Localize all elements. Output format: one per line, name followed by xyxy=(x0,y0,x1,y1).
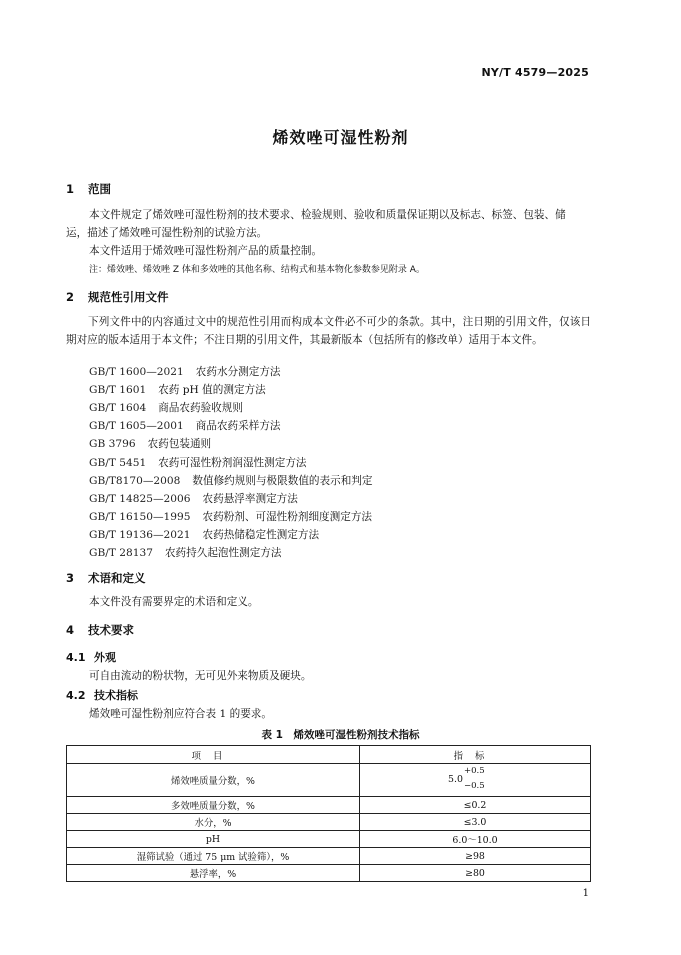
table-cell-item: 多效唑质量分数，% xyxy=(67,797,360,814)
section-4-1-heading xyxy=(66,649,116,665)
table-row xyxy=(67,865,591,882)
reference-item xyxy=(89,545,281,560)
reference-title: 农药包装通则 xyxy=(147,438,212,451)
scope-paragraph-2: 本文件适用于烯效唑可湿性粉剂产品的质量控制。 xyxy=(89,245,323,257)
table-row xyxy=(67,764,591,797)
table-cell-item: 悬浮率，% xyxy=(67,865,360,882)
reference-code: GB/T 1605—2001 xyxy=(89,420,184,433)
table-cell-spec: ≤0.2 xyxy=(360,797,591,814)
section-number: 1 xyxy=(66,182,75,196)
reference-item xyxy=(89,491,298,506)
tolerance-minus: −0.5 xyxy=(464,781,485,791)
reference-code: GB 3796 xyxy=(89,438,136,451)
reference-item xyxy=(89,364,281,379)
tolerance-plus: +0.5 xyxy=(464,766,485,776)
scope-paragraph-line-1: 本文件规定了烯效唑可湿性粉剂的技术要求、检验规则、验收和质量保证期以及标志、标签、包装、储 xyxy=(89,209,566,221)
scope-note: 注：烯效唑、烯效唑 Z 体和多效唑的其他名称、结构式和基本物化参数参见附录 A。 xyxy=(89,265,425,275)
table-row xyxy=(67,831,591,848)
column-header-item: 项目 xyxy=(67,746,360,764)
reference-title: 农药悬浮率测定方法 xyxy=(202,492,298,505)
section-number: 2 xyxy=(66,290,75,304)
reference-item xyxy=(89,527,319,542)
terms-paragraph: 本文件没有需要界定的术语和定义。 xyxy=(89,596,259,608)
reference-item xyxy=(89,382,266,397)
reference-item xyxy=(89,509,372,524)
reference-title: 农药可湿性粉剂润湿性测定方法 xyxy=(158,456,307,469)
reference-title: 农药粉剂、可湿性粉剂细度测定方法 xyxy=(202,510,373,523)
section-title: 术语和定义 xyxy=(88,571,146,585)
section-number: 3 xyxy=(66,571,75,585)
section-2-heading xyxy=(66,289,169,305)
table-cell-spec: 6.0～10.0 xyxy=(360,831,591,848)
reference-code: GB/T 28137 xyxy=(89,547,153,559)
reference-item xyxy=(89,473,373,488)
document-title: 烯效唑可湿性粉剂 xyxy=(272,128,409,147)
reference-item xyxy=(89,418,281,433)
section-title: 技术要求 xyxy=(88,623,134,637)
table-row xyxy=(67,814,591,831)
appearance-paragraph: 可自由流动的粉状物，无可见外来物质及硬块。 xyxy=(89,670,312,682)
reference-item xyxy=(89,400,243,415)
reference-code: GB/T 5451 xyxy=(89,456,147,469)
reference-title: 商品农药采样方法 xyxy=(195,420,281,433)
table-cell-spec xyxy=(360,764,591,797)
reference-code: GB/T 16150—1995 xyxy=(89,510,191,523)
reference-item xyxy=(89,455,307,470)
reference-title: 商品农药验收规则 xyxy=(158,402,243,415)
reference-code: GB/T 14825—2006 xyxy=(89,492,191,505)
reference-code: GB/T 19136—2021 xyxy=(89,528,191,541)
section-title: 技术指标 xyxy=(94,689,138,702)
table-caption: 表 1 烯效唑可湿性粉剂技术指标 xyxy=(261,729,420,741)
tolerance-base: 5.0 xyxy=(448,774,463,785)
table-cell-spec: ≥98 xyxy=(360,848,591,865)
section-4-2-heading xyxy=(66,687,138,703)
section-1-heading xyxy=(66,181,111,197)
section-3-heading xyxy=(66,570,146,586)
tolerance-value xyxy=(440,765,510,795)
table-header-row xyxy=(67,746,591,764)
normative-references-paragraph: 下列文件中的内容通过文中的规范性引用而构成本文件必不可少的条款。其中，注日期的引用文件，仅该日期对应的版本适用于本文件；不注日期的引用文件，其最新版本（包括所有的修改单）适用于本文件。 xyxy=(66,316,591,346)
reference-title: 农药 pH 值的测定方法 xyxy=(158,384,266,397)
table-cell-item: 湿筛试验（通过 75 μm 试验筛），% xyxy=(67,848,360,865)
table-cell-spec: ≥80 xyxy=(360,865,591,882)
section-number: 4.2 xyxy=(66,689,86,702)
section-title: 外观 xyxy=(94,651,116,664)
column-header-spec: 指标 xyxy=(360,746,591,764)
section-number: 4 xyxy=(66,623,75,637)
reference-title: 数值修约规则与极限数值的表示和判定 xyxy=(192,474,373,487)
technical-indicators-paragraph: 烯效唑可湿性粉剂应符合表 1 的要求。 xyxy=(89,708,272,720)
reference-code: GB/T8170—2008 xyxy=(89,474,181,487)
table-row xyxy=(67,848,591,865)
page-number: 1 xyxy=(582,888,589,899)
reference-code: GB/T 1600—2021 xyxy=(89,366,184,378)
table-cell-spec: ≤3.0 xyxy=(360,814,591,831)
section-title: 范围 xyxy=(88,182,111,196)
reference-item xyxy=(89,436,211,451)
section-number: 4.1 xyxy=(66,651,86,664)
reference-title: 农药热储稳定性测定方法 xyxy=(202,528,320,541)
reference-title: 农药持久起泡性测定方法 xyxy=(164,547,282,559)
table-cell-item: 水分，% xyxy=(67,814,360,831)
table-cell-item: pH xyxy=(67,831,360,848)
scope-paragraph-line-2: 运，描述了烯效唑可湿性粉剂的试验方法。 xyxy=(66,227,268,239)
reference-title: 农药水分测定方法 xyxy=(195,366,281,378)
standard-number: NY/T 4579—2025 xyxy=(481,66,589,79)
section-title: 规范性引用文件 xyxy=(88,290,169,304)
table-cell-item: 烯效唑质量分数，% xyxy=(67,764,360,797)
section-4-heading xyxy=(66,622,134,638)
reference-code: GB/T 1601 xyxy=(89,384,147,397)
table-row xyxy=(67,797,591,814)
technical-indicators-table xyxy=(66,745,591,882)
reference-code: GB/T 1604 xyxy=(89,402,147,415)
